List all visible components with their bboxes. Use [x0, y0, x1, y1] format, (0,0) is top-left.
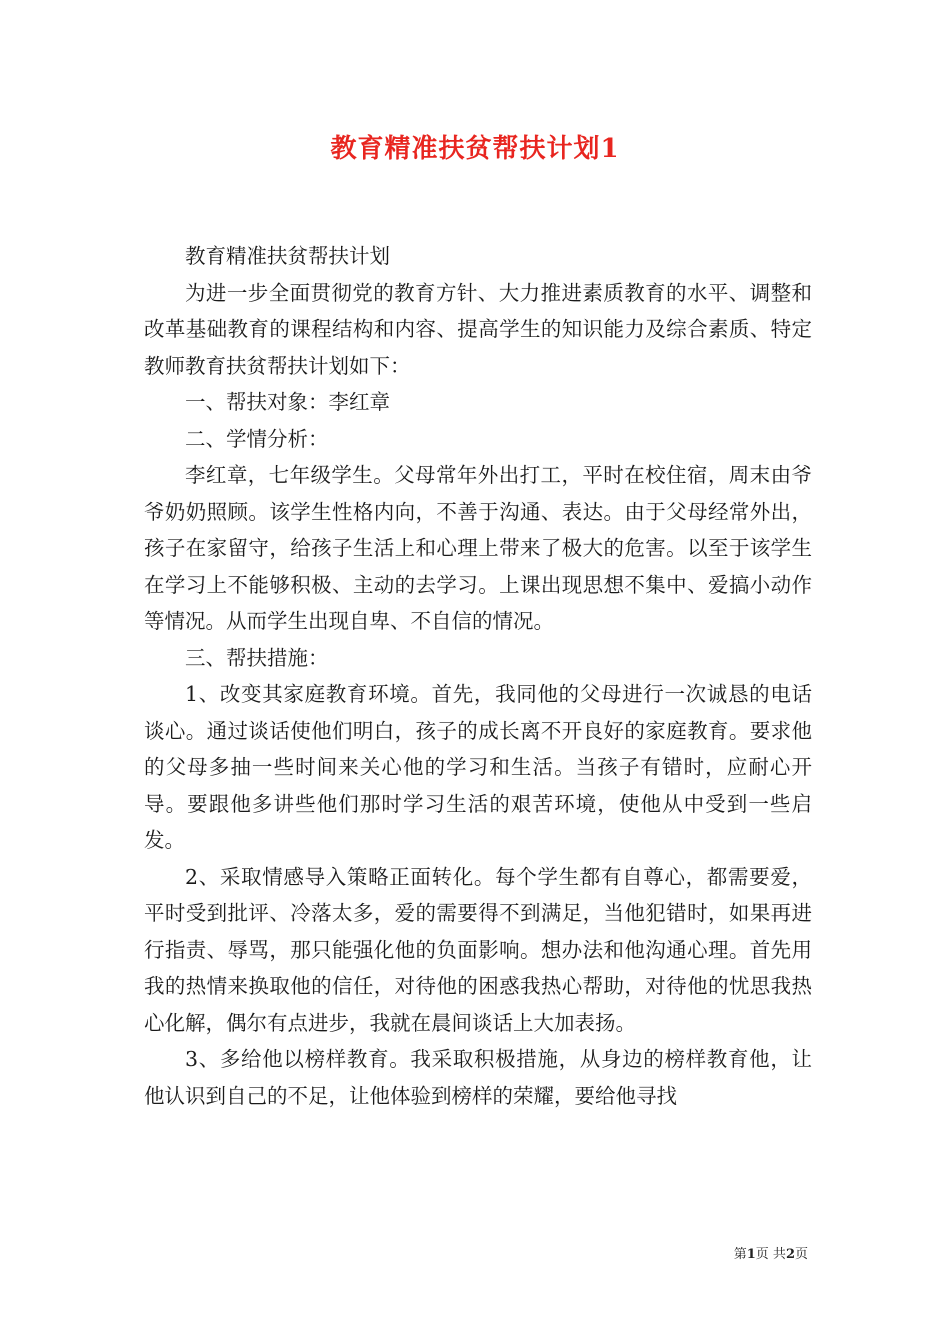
footer-middle: 页 共	[755, 1247, 786, 1262]
footer-total-pages: 2	[785, 1247, 795, 1262]
paragraph-target: 一、帮扶对象：李红章	[185, 390, 390, 414]
document-body	[144, 238, 812, 1114]
paragraph-analysis-heading: 二、学情分析：	[185, 426, 329, 451]
paragraph-subtitle: 教育精准扶贫帮扶计划	[185, 244, 390, 268]
footer-suffix: 页	[794, 1247, 808, 1262]
document-title: 教育精准扶贫帮扶计划1	[330, 134, 620, 164]
paragraph-analysis: 李红章，七年级学生。父母常年外出打工，平时在校住宿，周末由爷爷奶奶照顾。该学生性格内向，不善于沟通、表达。由于父母经常外出，孩子在家留守，给孩子生活上和心理上带来了极大的危害。以至于该学生在学习上不能够积极、主动的去学习。上课出现思想不集中、爱搞小动作等情况。从而学生出现自卑、不自信的情况。	[144, 463, 812, 633]
footer-prefix: 第	[733, 1247, 747, 1262]
page-footer	[0, 1243, 808, 1262]
paragraph-measures-heading: 三、帮扶措施：	[185, 645, 329, 670]
paragraph-measure-1: 1、改变其家庭教育环境。首先，我同他的父母进行一次诚恳的电话谈心。通过谈话使他们明白，孩子的成长离不开良好的家庭教育。要求他的父母多抽一些时间来关心他的学习和生活。当孩子有错时，应耐心开导。要跟他多讲些他们那时学习生活的艰苦环境，使他从中受到一些启发。	[144, 682, 812, 852]
footer-current-page: 1	[746, 1247, 756, 1262]
paragraph-measure-3: 3、多给他以榜样教育。我采取积极措施，从身边的榜样教育他，让他认识到自己的不足，让他体验到榜样的荣耀，要给他寻找	[144, 1047, 812, 1108]
paragraph-measure-2: 2、采取情感导入策略正面转化。每个学生都有自尊心，都需要爱，平时受到批评、冷落太多，爱的需要得不到满足，当他犯错时，如果再进行指责、辱骂，那只能强化他的负面影响。想办法和他沟通心理。首先用我的热情来换取他的信任，对待他的困惑我热心帮助，对待他的忧思我热心化解，偶尔有点进步，我就在晨间谈话上大加表扬。	[144, 864, 812, 1035]
paragraph-intro: 为进一步全面贯彻党的教育方针、大力推进素质教育的水平、调整和改革基础教育的课程结构和内容、提高学生的知识能力及综合素质、特定教师教育扶贫帮扶计划如下：	[144, 280, 812, 378]
